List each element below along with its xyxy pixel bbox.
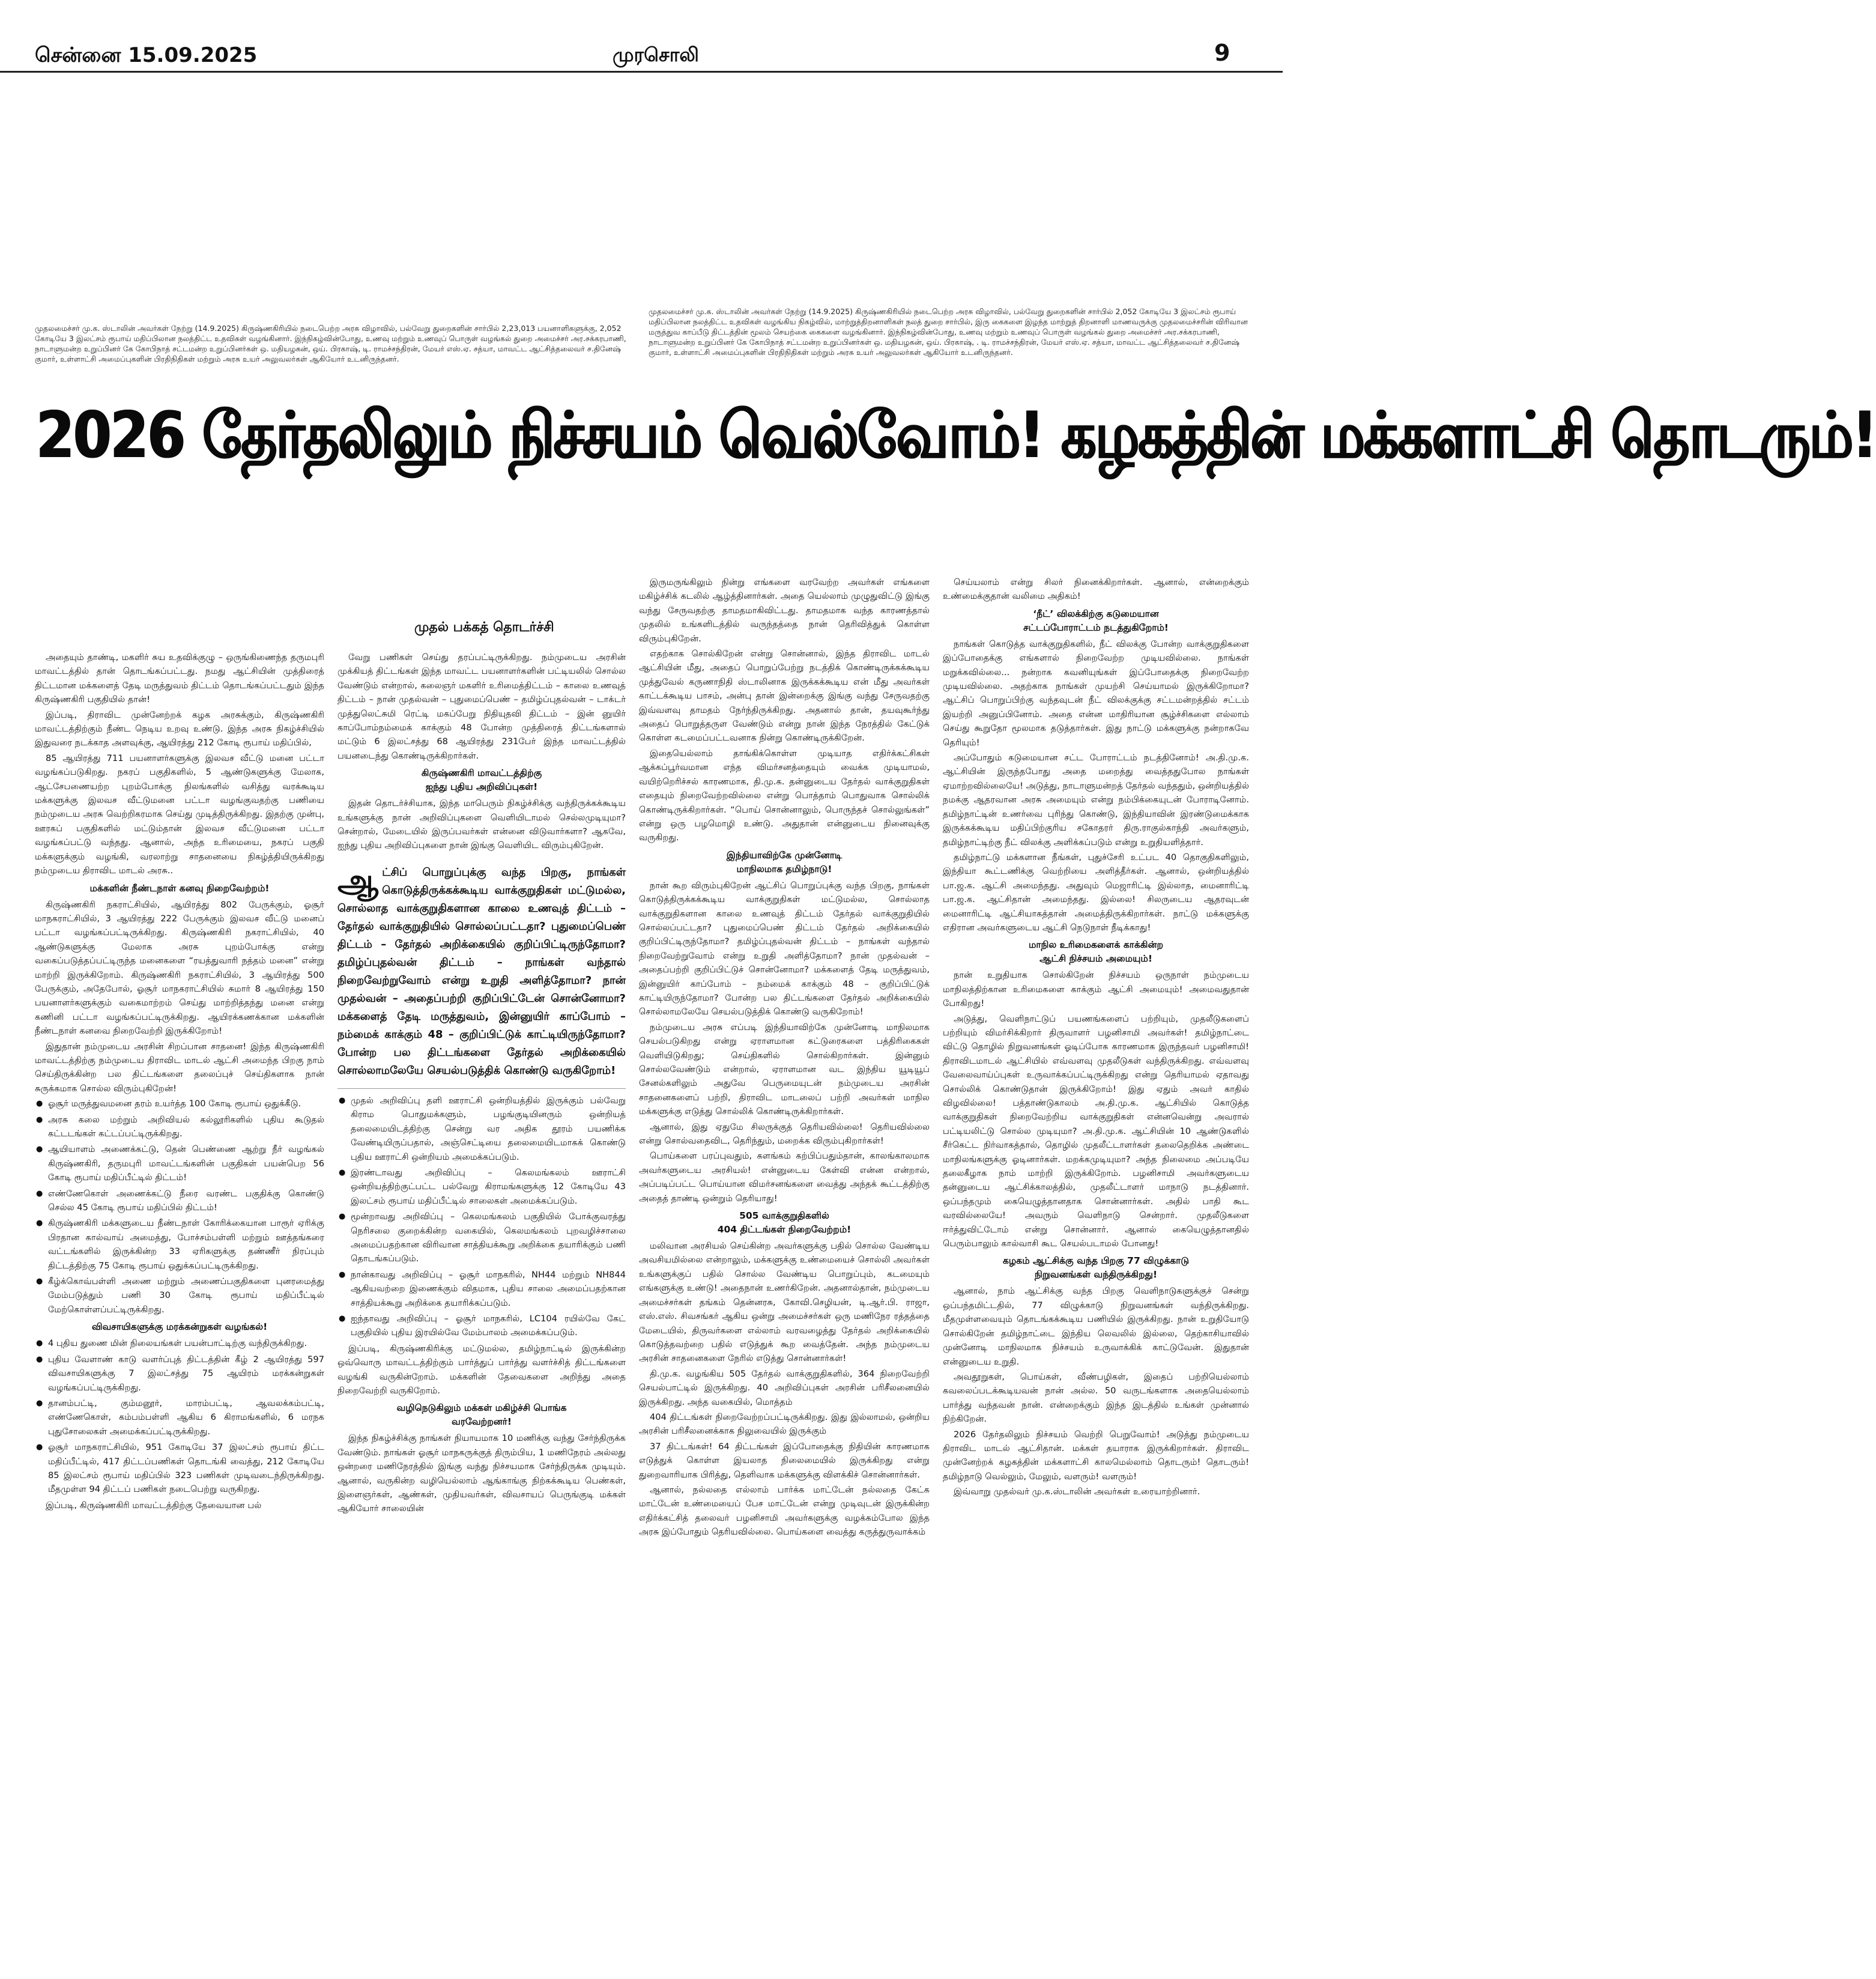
continued-label: முதல் பக்கத் தொடர்ச்சி	[414, 620, 554, 635]
bullet-item: ● ஆயியாளம் அணைக்கட்டு, தென் பெண்ணை ஆற்று நீர் வழங்கல் கிருஷ்ணகிரி, தருமபுரி மாவட்டங்களின் பகுதிகள் பயன்பெற 56 கோடி ரூபாய் மதிப்பீட்டில் திட்டம்!	[35, 1142, 324, 1184]
header-date: சென்னை 15.09.2025	[35, 43, 258, 67]
paragraph: எதற்காக சொல்கிறேன் என்று சொன்னால், இந்த திராவிட மாடல் ஆட்சியின் மீது, அதைப் பொறுப்பேற்று நடத்திக் கொண்டிருக்கக்கூடிய முத்துவேல் கருணாநிதி ஸ்டாலினாக இருக்கக்கூடிய என் மீது அவர்கள் காட்டக்கூடிய பாசம், அன்பு தான் இன்றைக்கு இங்கு வந்து சேருவதற்கு இவ்வளவு தாமதம் நேர்ந்திருக்கிறது. அதனால் தான், தயவுகூர்ந்து அதைப் பொறுத்தருள வேண்டும் என்று நான் இந்த நேரத்தில் கேட்டுக் கொள்ள கடமைப்பட்டவனாக நின்று கொண்டிருக்கிறேன்.	[639, 649, 930, 744]
article-column-4	[943, 575, 1249, 1500]
bullet-item: ● கிருஷ்ணகிரி மக்களுடைய நீண்டநாள் கோரிக்கையான பாரூர் ஏரிக்கு பிரதான கால்வாய் அமைத்து, போச்சம்பள்ளி மற்றும் ஊத்தங்கரை வட்டங்களில் இருக்கின்ற 33 ஏரிகளுக்கு தண்ணீர் நிரப்பும் திட்டத்திற்கு 75 கோடி ரூபாய் ஒதுக்கப்பட்டிருக்கிறது.	[35, 1216, 324, 1273]
paragraph: வேறு பணிகள் செய்து தரப்பட்டிருக்கிறது. நம்முடைய அரசின் முக்கியத் திட்டங்கள் இந்த மாவட்ட பயனாளர்களின் பட்டியலில் சொல்ல வேண்டும் என்றால், கலைஞர் மகளிர் உரிமைத்திட்டம் – காலை உணவுத் திட்டம் – நான் முதல்வன் – புதுமைப்பெண் – தமிழ்ப்புதல்வன் – டாக்டர் முத்துலெட்சுமி ரெட்டி மகப்பேறு நிதியுதவி திட்டம் – இன் னுயிர் காப்போம்நம்மைக் காக்கும் 48 போன்ற முத்திரைத் திட்டங்களால் மட்டும் 6 இலட்சத்து 68 ஆயிரத்து 231பேர் இந்த மாவட்டத்தில் பயனடைந்து கொண்டிருக்கிறார்கள்.	[337, 652, 626, 761]
subheading: மாநில உரிமைகளைக் காக்கின்ற ஆட்சி நிச்சயம் அமையும்!	[1028, 939, 1164, 965]
article-column-2	[337, 650, 626, 1517]
paragraph: நான் உறுதியாக சொல்கிறேன் நிச்சயம் ஒருநாள் நம்முடைய மாநிலத்திற்கான உரிமைகளை காக்கும் ஆட்சி அமையும்! அமைவதுதான் போகிறது!	[943, 970, 1249, 1009]
paragraph: நம்முடைய அரசு எப்படி இந்தியாவிற்கே முன்னோடி மாநிலமாக செயல்படுகிறது என்று ஏராளமான கட்டுரைகளை பத்திரிகைகள் வெளியிடுகிறது; செய்திகளில் சொல்கிறார்கள். இன்னும் சொல்லவேண்டும் என்றால், ஏராளமான வட இந்திய யூடியூப் சேனல்களிலும் அதுவே பெருமையுடன் நம்முடைய அரசின் சாதனைகளைப் பற்றி, திராவிட மாடலைப் பற்றி அவர்கள் மாநில மக்களுக்கு எடுத்து சொல்லிக் கொண்டிருக்கிறார்கள்.	[639, 1022, 930, 1117]
paragraph: கிருஷ்ணகிரி நகராட்சியில், ஆயிரத்து 802 பேருக்கும், ஓசூர் மாநகராட்சியில், 3 ஆயிரத்து 222 பேருக்கும் இலவச வீட்டு மனைப் பட்டா வழங்கப்பட்டிருக்கிறது. கிருஷ்ணகிரி நகராட்சியில், 40 ஆண்டுகளுக்கு மேலாக அரசு புறம்போக்கு என்று வகைப்படுத்தப்பட்டிருந்த மனைகளை “ரயத்துவாரி நத்தம் மனை” என்று மாற்றி இருக்கிறோம். கிருஷ்ணகிரி நகராட்சியில், 3 ஆயிரத்து 500 பேருக்கும், அதேபோல், ஓசூர் மாநகராட்சியில் சுமார் 8 ஆயிரத்து 150 பயனாளர்களுக்கும் வகைமாற்றம் செய்து மாற்றித்தந்து மனை என்று கணினி பட்டா வழங்கப்பட்டிருக்கிறது. ஆயிரக்கணக்கான மக்களின் நீண்டநாள் கனவை நிறைவேற்றி இருக்கிறோம்!	[35, 899, 324, 1037]
paragraph: ஆனால், நாம் ஆட்சிக்கு வந்த பிறகு வெளிநாடுகளுக்குச் சென்று ஒப்பந்தமிட்டதில், 77 விழுக்காடு நிறுவனங்கள் வந்திருக்கிறது. மீதமுள்ளவையும் தொடங்கக்கூடிய பணியில் இருக்கிறது. நான் உறுதியோடு சொல்கிறேன் தமிழ்நாட்டை இந்திய லெவலில் இல்லை, தெற்காசியாவில் முன்னோடி மாநிலமாக நிச்சயம் உருவாக்கிக் காட்டுவேன். இதுதான் என்னுடைய உறுதி.	[943, 1286, 1249, 1367]
bullet-item: ● எண்ணேகொள் அணைக்கட்டு நீரை வரண்ட பகுதிக்கு கொண்டு செல்ல 45 கோடி ரூபாய் மதிப்பில் திட்டம்!	[35, 1187, 324, 1215]
paragraph: நான் கூற விரும்புகிறேன் ஆட்சிப் பொறுப்புக்கு வந்த பிறகு, நாங்கள் கொடுத்திருக்கக்கூடிய வாக்குறுதிகள் மட்டுமல்ல, சொல்லாத வாக்குறுதிகளான காலை உணவுத் திட்டம் தேர்தல் வாக்குறுதியில் சொல்லப்பட்டதா? புதுமைப்பெண் திட்டம் தேர்தல் அறிக்கையில் குறிப்பிட்டிருந்தோமா? தமிழ்ப்புதல்வன் திட்டம் – நாங்கள் வந்தால் நிறைவேற்றுவோம் என்று உறுதி அளித்தோமா? நான் முதல்வன் – அதைப்பற்றி குறிப்பிட்டுச் சொன்னோமா? மக்களைத் தேடி மருத்துவம், இன்னுயிர் காப்போம் – நம்மைக் காக்கும் 48 – குறிப்பிட்டுக் காட்டியிருந்தோமா? போன்ற பல திட்டங்களை தேர்தல் அறிக்கையில் சொல்லாமலேயே செயல்படுத்திக் கொண்டு வருகிறோம்!	[639, 880, 930, 1017]
bullet-item: ● கீழ்க்கொவ்பள்ளி அணை மற்றும் அணைப்பகுதிகளை புனரமைத்து மேம்படுத்தும் பணி 30 கோடி ரூபாய் மதிப்பீட்டில் மேற்கொள்ளப்பட்டிருக்கிறது.	[35, 1274, 324, 1317]
photo-caption-left: முதலமைச்சர் மு.க. ஸ்டாலின் அவர்கள் நேற்று (14.9.2025) கிருஷ்ணகிரியில் நடைபெற்ற அரசு விழாவில், பல்வேறு துறைகளின் சார்பில் 2,23,013 பயனாளிகளுக்கு, 2,052 கோடியே 3 இலட்சம் ரூபாய் மதிப்பிலான நலத்திட்ட உதவிகள் வழங்கினார். இந்நிகழ்வின்போது, உணவு மற்றும் உணவுப் பொருள் வழங்கல் துறை அமைச்சர் அர.சக்கரபாணி, நாடாளுமன்ற உறுப்பினர் கே கோபிநாத் சட்டமன்ற உறுப்பினர்கள் ஒ. மதியழகன், ஒய். பிரகாஷ், டி. ராமச்சந்திரன், மேயர் எஸ்.ஏ. சத்யா, மாவட்ட ஆட்சித்தலைவர் ச.தினேஷ் குமார், உள்ளாட்சி அமைப்புகளின் பிரதிநிதிகள் மற்றும் அரசு உயர் அலுவலர்கள் ஆகியோர் உடனிருந்தனர்.	[35, 324, 626, 363]
paragraph: நாங்கள் கொடுத்த வாக்குறுதிகளில், நீட் விலக்கு போன்ற வாக்குறுதிகளை இப்போதைக்கு எங்களால் நிறைவேற்ற முடியவில்லை. நாங்கள் மறுக்கவில்லை... நன்றாக கவனியுங்கள் இப்போதைக்கு நிறைவேற்ற முடியவில்லை. அதற்காக நாங்கள் முயற்சி செய்யாமல் இருக்கிறோமா? ஆட்சிப் பொறுப்பிற்கு வந்தவுடன் நீட் விலக்குக்கு சட்டமன்றத்தில் சட்டம் இயற்றி அனுப்பினோம். அதை என்ன மாதிரியான சூழ்ச்சிகளை எல்லாம் செய்து கூறுதோ மூலமாக தடுத்தார்கள். இது நாட்டு மக்களுக்கு நன்றாகவே தெரியும்!	[943, 638, 1249, 748]
paragraph: இருமருங்கிலும் நின்று எங்களை வரவேற்ற அவர்கள் எங்களை மகிழ்ச்சிக் கடலில் ஆழ்த்தினார்கள். அதை யெல்லாம் முழுதுவிட்டு இங்கு வந்து சேருவதற்கு தாமதமாகிவிட்டது. தாமதமாக வந்த காரணத்தால் முதலில் உங்களிடத்தில் வருந்தத்தை நான் தெரிவித்துக் கொள்ள விரும்புகிறேன்.	[639, 577, 930, 644]
bullet-item: ● இரண்டாவது அறிவிப்பு – கெலமங்கலம் ஊராட்சி ஒன்றியத்திற்குட்பட்ட பல்வேறு கிராமங்களுக்கு 12 கோடியே 43 இலட்சம் ரூபாய் மதிப்பீட்டில் சாலைகள் அமைக்கப்படும்.	[337, 1166, 626, 1208]
bullet-item: ● தானம்பட்டி, கும்மனூர், மாரம்பட்டி, ஆவலக்கம்பட்டி, எண்ணேகொள், கம்பம்பள்ளி ஆகிய 6 கிராமங்களில், 6 மரநக புதுசோலைகள் அமைக்கப்பட்டிருக்கிறது.	[35, 1396, 324, 1438]
subheading: கிருஷ்ணகிரி மாவட்டத்திற்கு ஐந்து புதிய அறிவிப்புகள்!	[421, 768, 542, 793]
paragraph: இப்படி, கிருஷ்ணகிரி மாவட்டத்திற்கு தேவையான பல்	[46, 1500, 262, 1511]
paragraph: அவதூறுகள், பொய்கள், வீண்பழிகள், இதைப் பற்றியெல்லாம் கவலைப்படக்கூடியவன் நான் அல்ல. 50 வருடங்களாக அதையெல்லாம் பார்த்து வந்தவன் நான். என்றைக்கும் இந்த இடத்தில் உங்கள் முன்னால் நிற்கிறேன்.	[943, 1371, 1249, 1425]
subheading: இந்தியாவிற்கே முன்னோடி மாநிலமாக தமிழ்நாடு!	[726, 849, 843, 874]
header-rule	[0, 71, 1283, 73]
bullet-item: ● நான்காவது அறிவிப்பு – ஓசூர் மாநகரில், NH44 மற்றும் NH844 ஆகியவற்றை இணைக்கும் விதமாக, புதிய சாலை அமைப்பதற்கான சாத்தியக்கூறு அறிக்கை தயாரிக்கப்படும்.	[337, 1268, 626, 1310]
subheading: ‘நீட்’ விலக்கிற்கு கடுமையான சட்டப்போராட்டம் நடத்துகிறோம்!	[1023, 608, 1169, 633]
paragraph: அடுத்து, வெளிநாட்டுப் பயணங்களைப் பற்றியும், முதலீடுகளைப் பற்றியும் விமர்சிக்கிறார் திருவாளர் பழனிசாமி அவர்கள்! தமிழ்நாட்டை விட்டு தொழில் நிறுவனங்கள் ஓடிப்போக காரணமாக இருந்தவர் பழனிசாமி! திராவிடமாடல் ஆட்சியில் எவ்வளவு முதலீடுகள் வந்திருக்கிறது. எவ்வளவு வேலைவாய்ப்புகள் உருவாக்கப்பட்டிருக்கிறது என்று தெரியாமல் ஏதாவது சொல்லிக் கொண்டுதான் இருக்கிறோம்! இது ஏதும் அவர் காதில் விழவில்லை! பத்தாண்டுகாலம் அ.தி.மு.க. ஆட்சியில் கொடுத்த வாக்குறுதிகள் நிறைவேற்றிய வாக்குறுதிகள் என்னவென்று அவரால் பட்டியலிட்டு சொல்ல முடியுமா? அ.தி.மு.க. ஆட்சியின் 10 ஆண்டுகளில் சீர்கெட்ட நிர்வாகத்தால், தொழில் முதலீட்டாளர்கள் தலைதெறிக்க அண்டை மாநிலங்களுக்கு ஓடினார்கள். மறக்கமுடியுமா? அந்த நிலைமை அப்படியே தலைகீழாக நாம் மாற்றி இருக்கிறோம். பழனிசாமி அவர்களுடைய தன்னுடைய ஆட்சிக்காலத்தில், முதலீட்டாளர் மாநாடு நடத்தினார். ஒப்பந்தமும் கையெழுத்தானதாக சொன்னார்கள். அதில் பாதி கூட வரவில்லையே! அவரும் வெளிநாடு சென்றார். முதலீடுகளை ஈர்த்துவிட்டோம் என்று சொன்னார். ஆனால் கையெழுத்தானதில் பெரும்பாலும் கால்வாசி கூட செயல்படாமல் போனது!	[943, 1013, 1249, 1249]
paragraph: 2026 தேர்தலிலும் நிச்சயம் வெற்றி பெறுவோம்! அடுத்து நம்முடைய திராவிட மாடல் ஆட்சிதான். மக்கள் தயாராக இருக்கிறார்கள். திராவிட முன்னேற்றக் கழகத்தின் மக்களாட்சி காலமெல்லாம் தொடரும்! தொடரும்! தமிழ்நாடு வெல்லும், மேலும், வளரும்! வளரும்!	[943, 1429, 1249, 1482]
bullet-item: ● 4 புதிய துணை மின் நிலையங்கள் பயன்பாட்டிற்கு வந்திருக்கிறது.	[35, 1336, 324, 1350]
paragraph: இவ்வாறு முதல்வர் மு.க.ஸ்டாலின் அவர்கள் உரையாற்றினார்.	[954, 1487, 1200, 1497]
paragraph: அப்போதும் கடுமையான சட்ட போராட்டம் நடத்தினோம்! அ.தி.மு.க. ஆட்சியின் இருந்தபோது அதை மறைத்து வைத்ததுபோல நாங்கள் ஏமாற்றவில்லையே! அடுத்து, நாடாளுமன்றத் தேர்தல் வந்ததும், ஒன்றியத்தில் நமக்கு ஆதரவான அரசு அமையும் என்று நம்பிக்கையுடன் போராடினோம். தமிழ்நாட்டின் உணர்வை புரிந்து கொண்டு, இந்தியாவின் இரண்டுமைக்காக இருக்கக்கூடிய மதிப்பிற்குரிய சகோதரர் திரு.ராகுல்காந்தி அவர்களும், தமிழ்நாட்டிற்கு நீட் விலக்கு அளிக்கப்படும் என்று உறுதியளித்தார்.	[943, 753, 1249, 847]
paragraph: இதன் தொடர்ச்சியாக, இந்த மாபெரும் நிகழ்ச்சிக்கு வந்திருக்கக்கூடிய உங்களுக்கு நான் அறிவிப்புகளை வெளியிடாமல் செல்லமுடியுமா? சென்றால், மேடையில் இருப்பவர்கள் என்னை விடுவார்களா? ஆகவே, ஐந்து புதிய அறிவிப்புகளை நான் இங்கு வெளியிட விரும்புகிறேன்.	[337, 798, 626, 851]
subheading: 505 வாக்குறுதிகளில் 404 திட்டங்கள் நிறைவேற்றம்!	[717, 1210, 852, 1235]
highlight-box	[337, 861, 626, 1080]
bullet-item: ● அரசு கலை மற்றும் அறிவியல் கல்லூரிகளில் புதிய கூடுதல் கட்டடங்கள் கட்டப்பட்டிருக்கிறது.	[35, 1113, 324, 1141]
paragraph: ஆனால், நல்லதை எல்லாம் பார்க்க மாட்டேன் நல்லதை கேட்க மாட்டேன் உண்மையைப் பேச மாட்டேன் என்று முடிவுடன் இருக்கின்ற எதிர்க்கட்சித் தலைவர் பழனிசாமி அவர்களுக்கு வழக்கம்போல இந்த அரசு இப்போதும் தெரியவில்லை. பொய்களை வைத்து கருத்துருவாக்கம்	[639, 1484, 930, 1538]
paragraph: இப்படி, திராவிட முன்னேற்றக் கழக அரசுக்கும், கிருஷ்ணகிரி மாவட்டத்திற்கும் நீண்ட நெடிய உறவு உண்டு. இந்த அரசு நிகழ்ச்சியில் இதுவரை நடக்காத அளவுக்கு, ஆயிரத்து 212 கோடி ரூபாய் மதிப்பில்,	[35, 709, 324, 748]
paragraph: இப்படி, கிருஷ்ணகிரிக்கு மட்டுமல்ல, தமிழ்நாட்டில் இருக்கின்ற ஒவ்வொரு மாவட்டத்திற்கும் பார்த்துப் பார்த்து வளர்ச்சித் திட்டங்களை வழங்கி வருகின்றோம். மக்களின் தேவைகளை அறிந்து அதை நிறைவேற்றி வருகிறோம்.	[337, 1343, 626, 1396]
paragraph: பொய்களை பரப்புவதும், களங்கம் கற்பிப்பதும்தான், காலங்காலமாக அவர்களுடைய அரசியல்! என்னுடைய கேள்வி என்ன என்றால், அப்படிப்பட்ட பொய்யான விமர்சனங்களை வைத்து அந்தக் கூட்டத்திற்கு அதைத் தாண்டி ஒன்றும் தெரியாது!	[639, 1151, 930, 1204]
photo-right	[647, 84, 1248, 300]
subheading: விவசாயிகளுக்கு மரக்கன்றுகள் வழங்கல்!	[91, 1321, 268, 1333]
photo-left	[35, 84, 641, 315]
bullet-item: ● ஐந்தாவது அறிவிப்பு – ஓசூர் மாநகரில், LC104 ரயில்வே கேட் பகுதியில் புதிய இரயில்வே மேம்பாலம் அமைக்கப்படும்.	[337, 1312, 626, 1340]
subheading: மக்களின் நீண்டநாள் கனவு நிறைவேற்றம்!	[89, 882, 270, 894]
subheading: வழிநெடுகிலும் மக்கள் மகிழ்ச்சி பொங்க வரவேற்றனர்!	[396, 1402, 567, 1428]
bullet-item: ● ஓசூர் மருத்துவமனை தரம் உயர்த்த 100 கோடி ரூபாய் ஒதுக்கீடு.	[35, 1097, 324, 1111]
divider	[337, 1088, 626, 1089]
paragraph: மலிவான அரசியல் செய்கின்ற அவர்களுக்கு பதில் சொல்ல வேண்டிய அவசியமில்லை என்றாலும், மக்களுக்கு உண்மையைச் சொல்லி அவர்கள் உங்களுக்குப் பதில் சொல்ல வேண்டிய பொறுப்பும், கடமையும் எங்களுக்கு உண்டு! அதைநான் உணர்கிறேன். அதனால்தான், நம்முடைய அமைச்சர்கள் தங்கம் தென்னரசு, கோவி.செழியன், டி.ஆர்.பி. ராஜா, எஸ்.எஸ். சிவசங்கர் ஆகிய ஒன்று அமைச்சர்கள் ஒரு மணிநேர ரத்தத்தை மேடையில், திருவர்களை எல்லாம் வரவழைத்து தேர்தல் அறிக்கையில் கொடுத்தவற்றை பதில் எடுத்துக் கூற வைத்தேன். அந்த நம்முடைய அரசின் சாதனைகளை நேரில் எடுத்து சொன்னார்கள்!	[639, 1241, 930, 1364]
paragraph: இதையெல்லாம் தாங்கிக்கொள்ள முடியாத எதிர்க்கட்சிகள் ஆக்கப்பூர்வமான எந்த விமர்சனத்தையும் வைக்க முடியாமல், வயிற்றெரிச்சல் காரணமாக, தி.மு.க. தன்னுடைய தேர்தல் வாக்குறுதிகள் எதையும் நிறைவேற்றவில்லை என்று பொத்தாம் பொதுவாக சொல்லிக் கொண்டிருக்கிறார்கள். “பொய் சொன்னாலும், பொருந்தச் சொல்லுங்கள்” என்று ஒரு பழமொழி உண்டு. அதுதான் என்னுடைய நினைவுக்கு வருகிறது.	[639, 748, 930, 843]
bullet-item: ● மூன்றாவது அறிவிப்பு – கெலமங்கலம் பகுதியில் போக்குவரத்து நெரிசலை குறைக்கின்ற வகையில், கெலமங்கலம் புறவழிச்சாலை அமைப்பதற்கான விரிவான சாத்தியக்கூறு அறிக்கை தயாரிக்கும் பணி தொடங்கப்படும்.	[337, 1210, 626, 1266]
paragraph: 85 ஆயிரத்து 711 பயனாளர்களுக்கு இலவச வீட்டு மனை பட்டா வழங்கப்படுகிறது. நகரப் பகுதிகளில், 5 ஆண்டுகளுக்கு மேலாக, ஆட்சேபணையற்ற புறம்போக்கு நிலங்களில் வசித்து வரக்கூடிய மக்களுக்கு இலவச வீட்டுமனை பட்டா வழங்குவதற்கு பணியை நம்முடைய அரசு வெற்றிகரமாக செய்து முடித்திருக்கிறது. இதற்கு முன்பு, ஊரகப் பகுதிகளில் மட்டும்தான் இலவச வீட்டுமனை பட்டா வழங்கப்பட்டு வந்தது. ஆனால், அந்த உரிமையை, நகரப் பகுதி மக்களுக்கும் வழங்கி, வரலாற்று சாதனையை நிகழ்த்தியிருக்கிறது நம்முடைய திராவிட மாடல் அரசு..	[35, 753, 324, 876]
paragraph: அதையும் தாண்டி, மகளிர் சுய உதவிக்குழு – ஒருங்கிணைந்த தருமபுரி மாவட்டத்தில் தான் தொடங்கப்பட்டது. நமது ஆட்சியின் முத்திரைத் திட்டமான மக்களைத் தேடி மருத்துவம் திட்டம் தொடங்கப்பட்டதும் இந்த கிருஷ்ணகிரி பகுதியில் தான்!	[35, 652, 324, 705]
paragraph: ஆனால், இது ஏதுமே சிலருக்குத் தெரியவில்லை! தெரியவில்லை என்று சொல்வதைவிட, தெரிந்தும், மறைக்க விரும்புகிறார்கள்!	[639, 1121, 930, 1147]
header-paper-name: முரசொலி	[613, 43, 699, 66]
article-column-3	[639, 575, 930, 1541]
paragraph: செய்யலாம் என்று சிலர் நினைக்கிறார்கள். ஆனால், என்றைக்கும் உண்மைக்குதான் வலிமை அதிகம்!	[943, 577, 1249, 602]
paragraph: 404 திட்டங்கள் நிறைவேற்றப்பட்டிருக்கிறது. இது இல்லாமல், ஒன்றிய அரசின் பரிசீலனைக்காக நிலுவையில் இருக்கும்	[639, 1411, 930, 1437]
bullet-item: ● முதல் அறிவிப்பு தளி ஊராட்சி ஒன்றியத்தில் இருக்கும் பல்வேறு கிராம பொதுமக்களும், பழங்குடியினரும் ஒன்றியத் தலைமையிடத்திற்கு சென்று வர அதிக தூரம் பயணிக்க வேண்டியிருப்பதால், அஞ்செட்டியை தலைமையிடமாகக் கொண்டு புதிய ஊராட்சி ஒன்றியம் அமைக்கப்படும்.	[337, 1094, 626, 1164]
article-column-1	[35, 650, 324, 1514]
paragraph: தி.மு.க. வழங்கிய 505 தேர்தல் வாக்குறுதிகளில், 364 நிறைவேற்றி செயல்பாட்டில் இருக்கிறது. 40 அறிவிப்புகள் அரசின் பரிசீலனையில் இருக்கிறது. அந்த வகையில், மொத்தம்	[639, 1368, 930, 1407]
drop-cap: ஆ	[337, 861, 379, 900]
paragraph: இதுதான் நம்முடைய அரசின் சிறப்பான சாதனை! இந்த கிருஷ்ணகிரி மாவட்டத்திற்கு நம்முடைய திராவிட மாடல் ஆட்சி அமைந்த பிறகு நாம் செய்திருக்கின்ற பல திட்டங்களை தலைப்புச் செய்திகளாக நான் சுருக்கமாக சொல்ல விரும்புகிறேன்!	[35, 1041, 324, 1094]
photo-caption-right: முதலமைச்சர் மு.க. ஸ்டாலின் அவர்கள் நேற்று (14.9.2025) கிருஷ்ணகிரியில் நடைபெற்ற அரசு விழாவில், பல்வேறு துறைகளின் சார்பில் 2,052 கோடியே 3 இலட்சம் ரூபாய் மதிப்பிலான நலத்திட்ட உதவிகள் வழங்கிய நிகழ்வில், மாற்றுத்திறனாளிகள் நலத் துறை சார்பில், இரு கைகளை இழந்த மாற்றுத் திறனாளி மாணவருக்கு முதலமைச்சரின் விரிவான மருத்துவ காப்பீடு திட்டத்தின் மூலம் செயற்கை கைகளை வழங்கினார். இந்நிகழ்வின்போது, உணவு மற்றும் உணவுப் பொருள் வழங்கல் துறை அமைச்சர் அர.சக்கரபாணி, நாடாளுமன்ற உறுப்பினர் கே கோபிநாத் சட்டமன்ற உறுப்பினர்கள் ஒ. மதியழகன், ஒய். பிரகாஷ், . டி. ராமச்சந்திரன், மேயர் எஸ்.ஏ. சத்யா, மாவட்ட ஆட்சித்தலைவர் ச.தினேஷ் குமார், உள்ளாட்சி அமைப்புகளின் பிரதிநிதிகள் மற்றும் அரசு உயர் அலுவலர்கள் ஆகியோர் உடனிருந்தனர்.	[649, 307, 1248, 357]
main-headline: 2026 தேர்தலிலும் நிச்சயம் வெல்வோம்! கழகத்தின் மக்களாட்சி தொடரும்!	[36, 398, 1876, 472]
header-page-number: 9	[1214, 40, 1230, 66]
bullet-item: ● புதிய வேளாண் காடு வளர்ப்புத் திட்டத்தின் கீழ் 2 ஆயிரத்து 597 விவசாயிகளுக்கு 7 இலட்சத்து 75 ஆயிரம் மரக்கன்றுகள் வழங்கப்பட்டிருக்கிறது.	[35, 1353, 324, 1395]
highlight-text: ட்சிப் பொறுப்புக்கு வந்த பிறகு, நாங்கள் கொடுத்திருக்கக்கூடிய வாக்குறுதிகள் மட்டுமல்ல, சொல்லாத வாக்குறுதிகளான காலை உணவுத் திட்டம் – தேர்தல் வாக்குறுதியில் சொல்லப்பட்டதா? புதுமைப்பெண் திட்டம் – தேர்தல் அறிக்கையில் குறிப்பிட்டிருந்தோமா? தமிழ்ப்புதல்வன் திட்டம் – நாங்கள் வந்தால் நிறைவேற்றுவோம் என்று உறுதி அளித்தோமா? நான் முதல்வன் – அதைப்பற்றி குறிப்பிட்டேன் சொன்னோமா? மக்களைத் தேடி மருத்துவம், இன்னுயிர் காப்போம் – நம்மைக் காக்கும் 48 – குறிப்பிட்டுக் காட்டியிருந்தோமா? போன்ற பல திட்டங்களை தேர்தல் அறிக்கையில் சொல்லாமலேயே செயல்படுத்திக் கொண்டு வருகிறோம்!	[337, 865, 626, 1077]
paragraph: தமிழ்நாட்டு மக்களான நீங்கள், புதுச்சேரி உட்பட 40 தொகுதிகளிலும், இந்தியா கூட்டணிக்கு வெற்றியை அளித்தீர்கள். ஆனால், ஒன்றியத்தில் பா.ஜ.க. ஆட்சி அமைந்தது. அதுவும் மெஜாரிட்டி இல்லாத, மைனாரிட்டி பா.ஜ.க. ஆட்சிதான் அமைந்தது. இல்லை! சிலருடைய ஆதரவுடன் மைனாரிட்டி ஆட்சியாகத்தான் அமைத்திருக்கிறார்கள். நாட்டு மக்களுக்கு எதிரான அவர்களுடைய ஆட்சி நெடுநாள் நீடிக்காது!	[943, 852, 1249, 933]
paragraph: 37 திட்டங்கள்! 64 திட்டங்கள் இப்போதைக்கு நிதியின் காரணமாக எடுத்துக் கொள்ள இயலாத நிலைமையில் இருக்கிறது என்று துறைவாரியாக பிரித்து, தெளிவாக மக்களுக்கு விளக்கிச் சொன்னார்கள்.	[639, 1441, 930, 1480]
bullet-item: ● ஓசூர் மாநகராட்சியில், 951 கோடியே 37 இலட்சம் ரூபாய் திட்ட மதிப்பீட்டில், 417 திட்டப்பணிகள் தொடங்கி வைத்து, 212 கோடியே 85 இலட்சம் ரூபாய் மதிப்பில் 323 பணிகள் முடிவடைந்திருக்கிறது. மீதமுள்ள 94 திட்டப் பணிகள் நடைபெற்று வருகிறது.	[35, 1440, 324, 1497]
paragraph: இந்த நிகழ்ச்சிக்கு நாங்கள் நியாயமாக 10 மணிக்கு வந்து சேர்ந்திருக்க வேண்டும். நாங்கள் ஓசூர் மாநகருக்குத் திரும்பிய, 1 மணிநேரம் அல்லது ஒன்றரை மணிநேரத்தில் இங்கு வந்து நிச்சயமாக சேர்ந்திருக்க முடியும். ஆனால், வருகின்ற வழியெல்லாம் ஆங்காங்கு நிற்கக்கூடிய பெண்கள், இளைஞர்கள், ஆண்கள், முதியவர்கள், விவசாயப் பெருங்குடி மக்கள் ஆகியோர் சாலையின்	[337, 1433, 626, 1514]
subheading: கழகம் ஆட்சிக்கு வந்த பிறகு 77 விழுக்காடு நிறுவனங்கள் வந்திருக்கிறது!	[1002, 1255, 1190, 1280]
